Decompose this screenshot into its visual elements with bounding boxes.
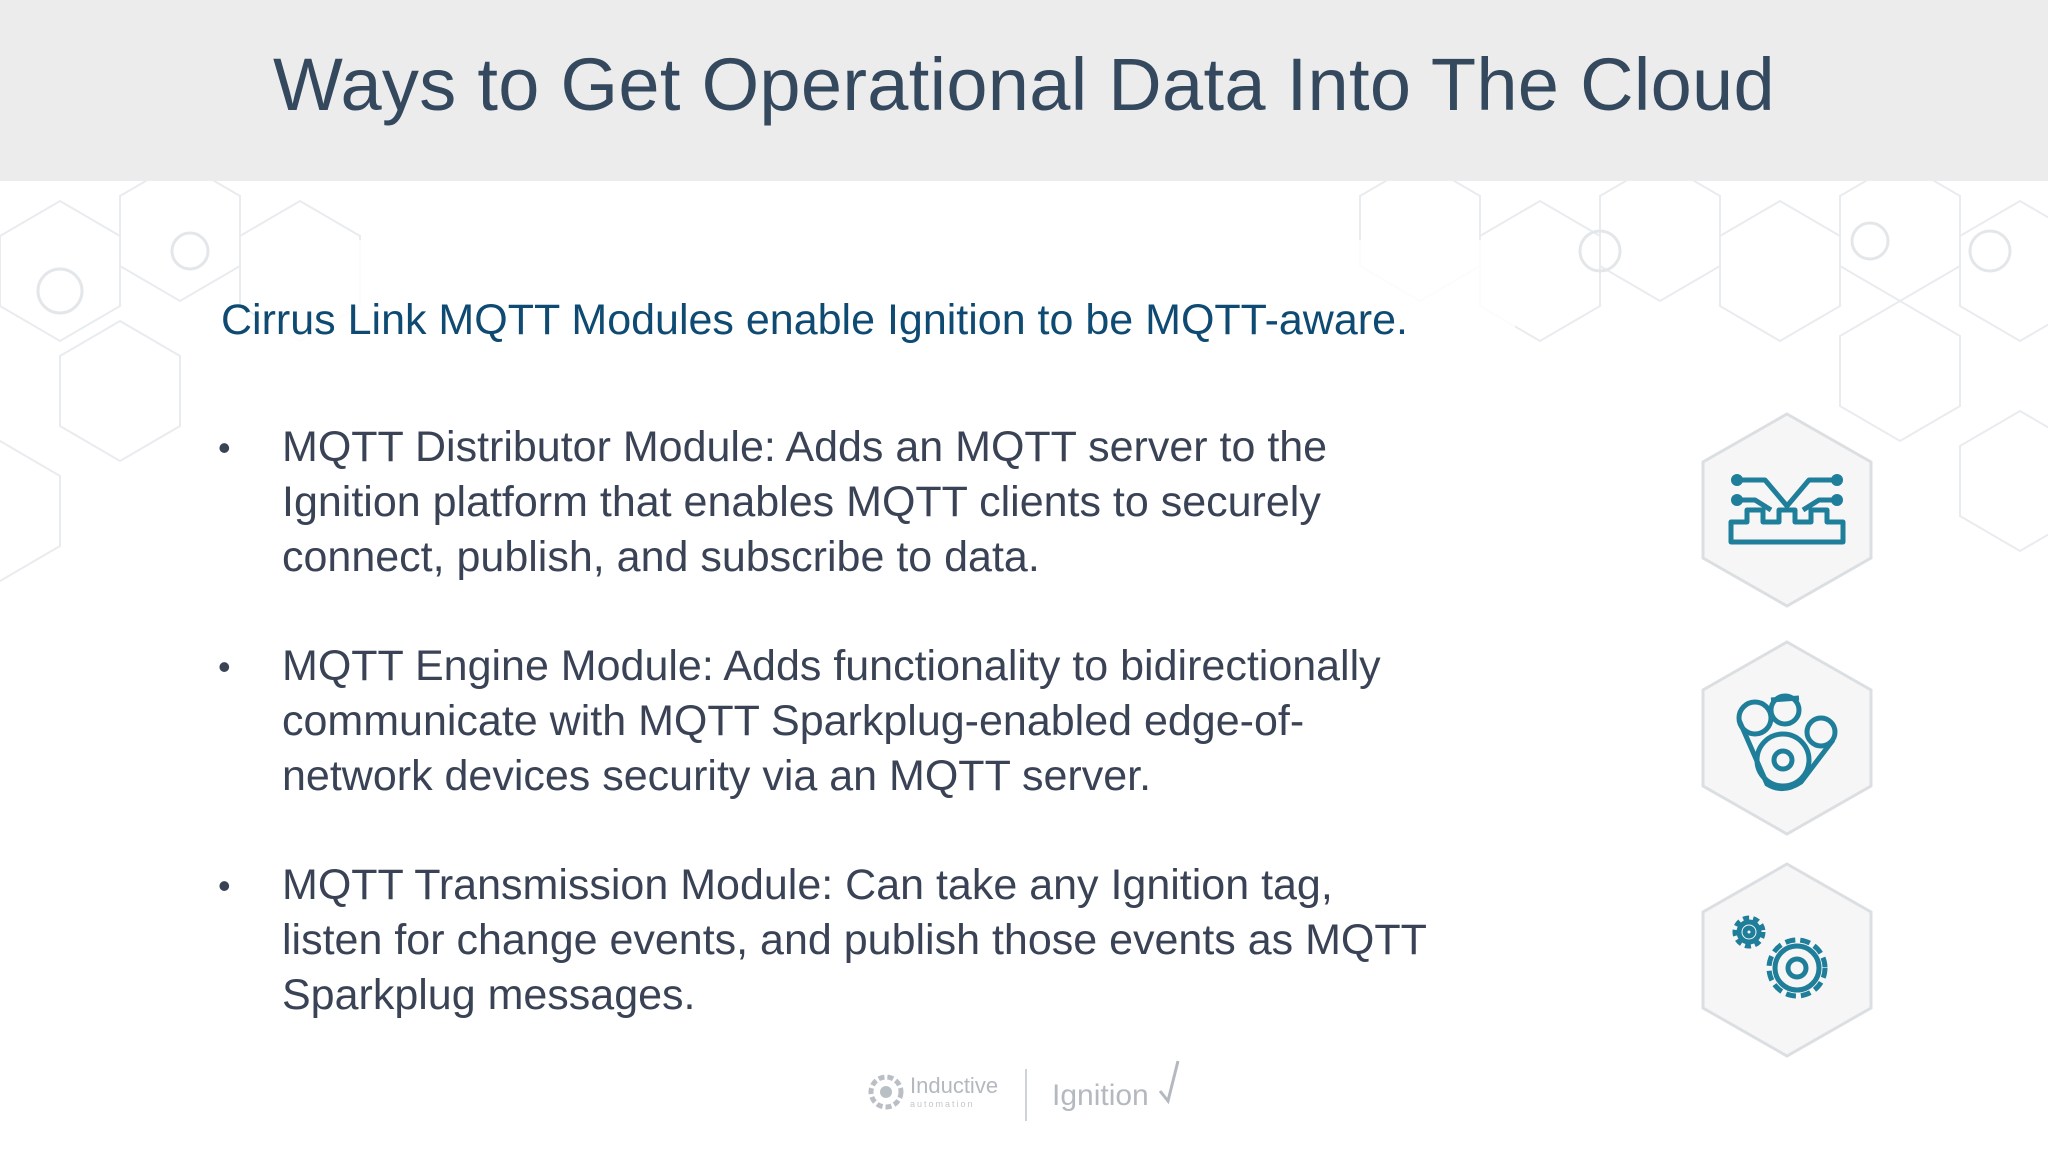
slide-title: Ways to Get Operational Data Into The Cloud (273, 43, 1775, 126)
bullet-line: listen for change events, and publish those events as MQTT (282, 916, 1427, 964)
bullet-line: Ignition platform that enables MQTT clients to securely (282, 478, 1321, 526)
inductive-logo-text: Inductive (910, 1073, 999, 1098)
bullet-line: communicate with MQTT Sparkplug-enabled edge-of- (282, 697, 1305, 745)
ignition-logo-text: Ignition (1052, 1079, 1149, 1112)
bullet-line: network devices security via an MQTT server. (282, 752, 1152, 800)
bullet-line: Sparkplug messages. (282, 971, 696, 1019)
ignition-logo (1052, 1061, 1178, 1112)
bullet-line: MQTT Distributor Module: Adds an MQTT server to the (282, 423, 1328, 471)
bullet-line: MQTT Transmission Module: Can take any Ignition tag, (282, 861, 1333, 909)
bullet-marker: • (218, 427, 231, 468)
title-bar (0, 0, 2048, 181)
bullet-line: connect, publish, and subscribe to data. (282, 533, 1040, 581)
module-list (218, 420, 1518, 1077)
bullet-marker: • (218, 646, 231, 687)
list-item (218, 858, 1542, 1023)
bullet-marker: • (218, 865, 231, 906)
bullet-line: MQTT Engine Module: Adds functionality to bidirectionally (282, 642, 1381, 690)
engine-belt-icon (1697, 638, 1877, 838)
list-item (218, 639, 1542, 804)
network-distribution-icon (1697, 410, 1877, 610)
inductive-automation-logo (871, 1073, 998, 1109)
intro-text: Cirrus Link MQTT Modules enable Ignition to be MQTT-aware. (221, 296, 1408, 344)
gears-icon (1697, 860, 1877, 1060)
list-item (218, 420, 1542, 585)
footer-logos (860, 1055, 1200, 1125)
automation-logo-subtext: automation (910, 1099, 975, 1109)
